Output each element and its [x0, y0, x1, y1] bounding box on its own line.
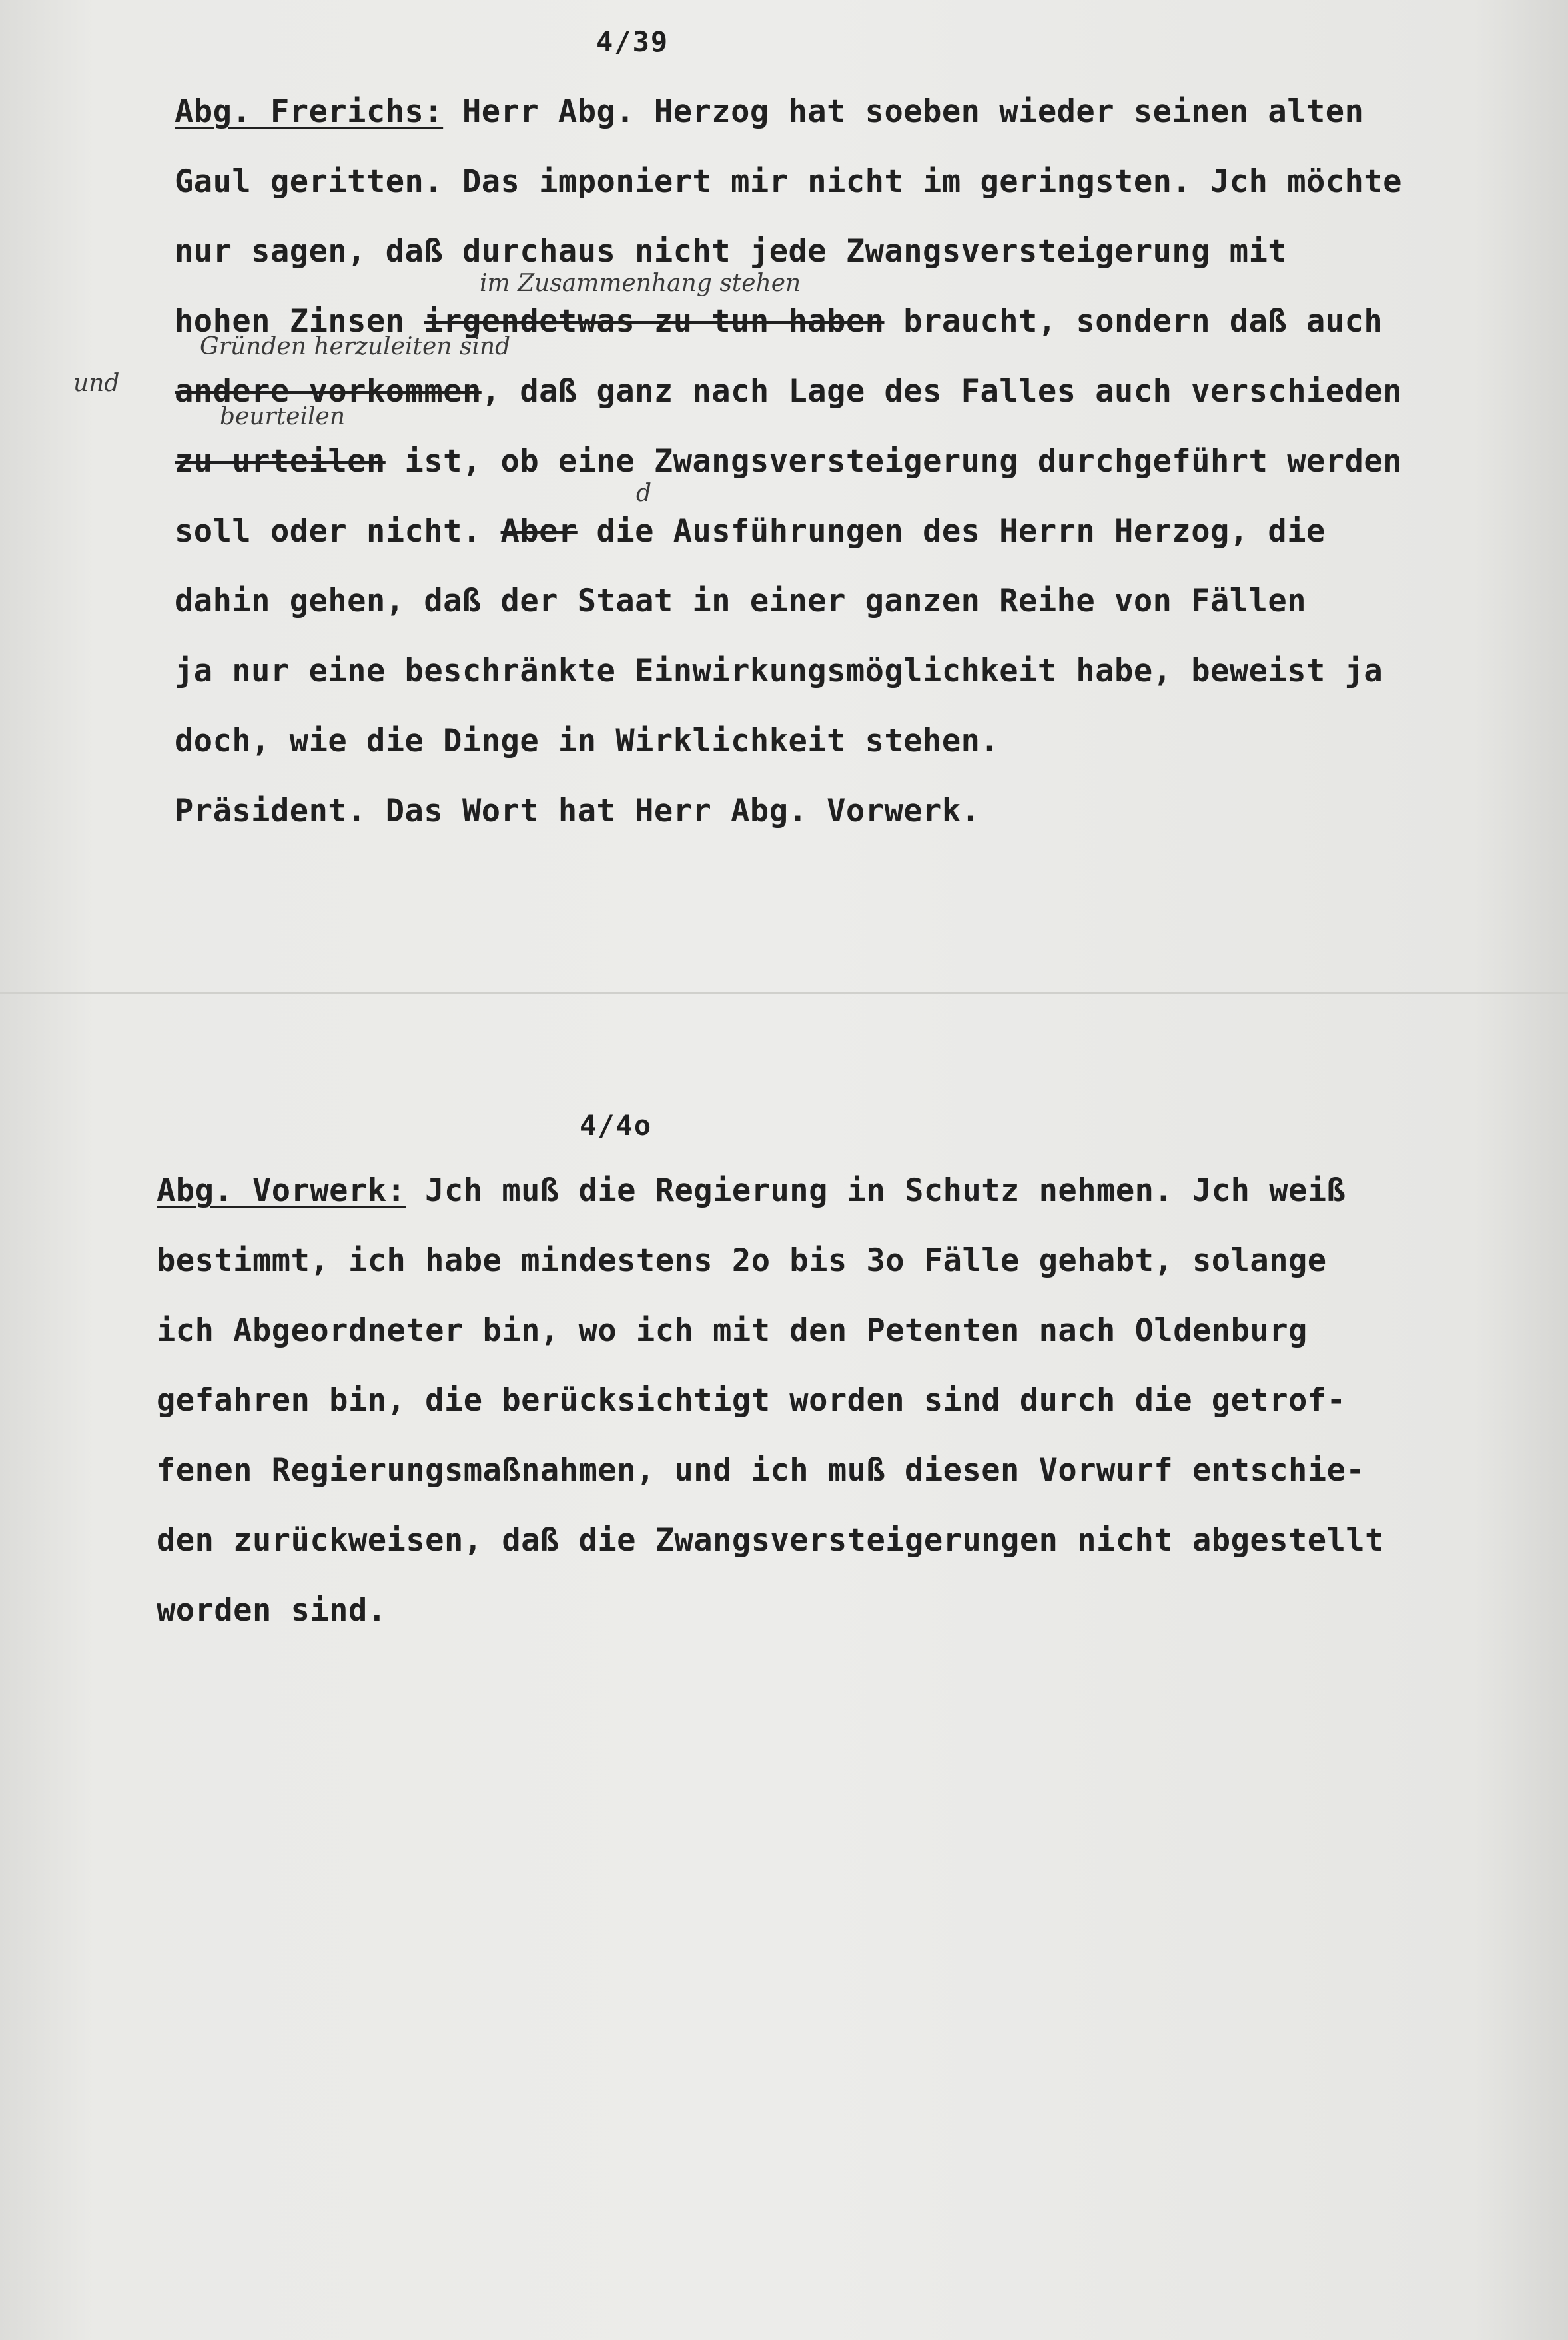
page-number-middle: 4/4o	[580, 1109, 653, 1142]
speech2-line1-text: Jch muß die Regierung in Schutz nehmen. Jch weiß	[406, 1172, 1346, 1209]
struck-text-line6: zu urteilen	[175, 443, 386, 480]
speech2-line6: den zurückweisen, daß die Zwangsversteigerungen nicht abgestellt	[157, 1522, 1384, 1559]
speech1-line9: ja nur eine beschränkte Einwirkungsmöglichkeit habe, beweist ja	[175, 653, 1383, 689]
speaker-frerichs: Abg. Frerichs:	[175, 93, 444, 130]
speech2-line5: fenen Regierungsmaßnahmen, und ich muß diesen Vorwurf entschie-	[157, 1452, 1366, 1489]
struck-text-line4: irgendetwas zu tun haben	[424, 303, 885, 340]
handwritten-insertion-line4: im Zusammenhang stehen	[480, 270, 801, 297]
president-line: Präsident. Das Wort hat Herr Abg. Vorwerk.	[175, 793, 980, 829]
handwritten-insertion-line7: d	[636, 480, 652, 507]
speech1-line5: andere vorkommen, daß ganz nach Lage des Falles auch verschieden	[175, 373, 1402, 410]
speech2-line2: bestimmt, ich habe mindestens 2o bis 3o Fälle gehabt, solange	[157, 1242, 1327, 1279]
speech1-line3: nur sagen, daß durchaus nicht jede Zwangsversteigerung mit	[175, 233, 1288, 270]
speech1-line6: zu urteilen ist, ob eine Zwangsversteigerung durchgeführt werden	[175, 443, 1402, 480]
speech2-line3: ich Abgeordneter bin, wo ich mit den Petenten nach Oldenburg	[157, 1312, 1308, 1349]
speech2-line1	[157, 1172, 1346, 1209]
speech2-line4: gefahren bin, die berücksichtigt worden sind durch die getrof-	[157, 1382, 1346, 1419]
speech1-line7: soll oder nicht. Aber die Ausführungen des Herrn Herzog, die	[175, 513, 1326, 550]
struck-text-line7: Aber	[500, 513, 578, 550]
speech1-line2: Gaul geritten. Das imponiert mir nicht im geringsten. Jch möchte	[175, 163, 1402, 200]
speech1-line8: dahin gehen, daß der Staat in einer ganzen Reihe von Fällen	[175, 583, 1306, 619]
struck-text-line5: andere vorkommen	[175, 373, 482, 410]
speech1-line4: hohen Zinsen irgendetwas zu tun haben braucht, sondern daß auch	[175, 303, 1383, 340]
speech1-line1-text: Herr Abg. Herzog hat soeben wieder seinen alten	[443, 93, 1364, 130]
speech2-line7: worden sind.	[157, 1592, 387, 1629]
speaker-vorwerk: Abg. Vorwerk:	[157, 1172, 406, 1209]
handwritten-insertion-line6: beurteilen	[220, 403, 346, 430]
speech1-line1	[175, 93, 1364, 130]
page-number-top: 4/39	[596, 25, 669, 58]
speech1-line10: doch, wie die Dinge in Wirklichkeit stehen.	[175, 723, 1000, 759]
paper-crease	[0, 992, 1568, 994]
handwritten-insertion-line5: Gründen herzuleiten sind	[200, 333, 511, 360]
handwritten-margin-note: und	[73, 370, 120, 397]
